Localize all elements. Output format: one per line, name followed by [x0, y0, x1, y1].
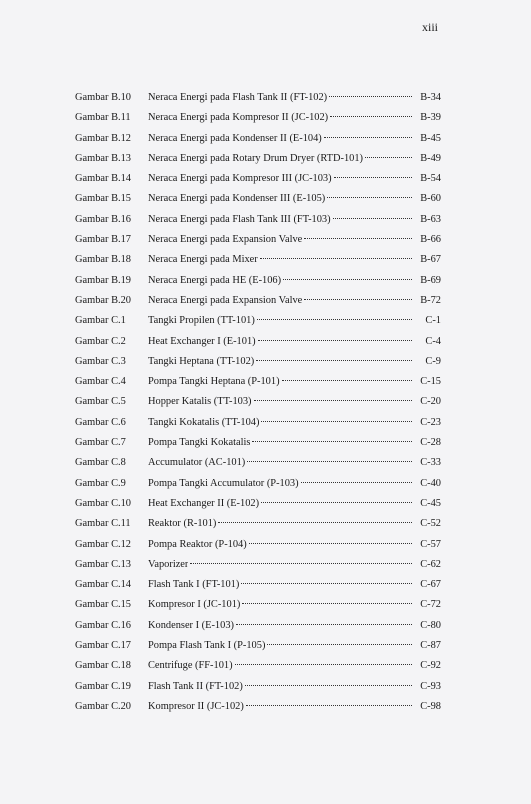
- figure-title: Tangki Propilen (TT-101): [148, 315, 255, 327]
- list-item: [75, 437, 441, 457]
- list-item: [75, 376, 441, 396]
- figure-title: Kondenser I (E-103): [148, 619, 234, 631]
- figure-title: Flash Tank I (FT-101): [148, 579, 240, 591]
- figure-title: Neraca Energi pada Kondenser III (E-105): [148, 193, 326, 205]
- figure-page-number: C-98: [420, 700, 441, 712]
- figure-page-number: B-49: [420, 152, 441, 164]
- figure-label: Gambar C.16: [75, 619, 131, 631]
- figure-page-number: C-15: [420, 376, 441, 388]
- dot-leader: [235, 664, 412, 665]
- figure-label: Gambar B.14: [75, 173, 131, 185]
- dot-leader: [261, 421, 412, 422]
- figure-label: Gambar B.10: [75, 92, 131, 103]
- list-item: [75, 660, 441, 680]
- figure-page-number: C-87: [420, 640, 441, 652]
- dot-leader: [365, 157, 412, 158]
- figure-page-number: C-52: [420, 518, 441, 530]
- figure-title: Tangki Kokatalis (TT-104): [148, 416, 260, 428]
- figure-label: Gambar C.1: [75, 315, 126, 327]
- dot-leader: [246, 705, 412, 706]
- figure-label: Gambar B.17: [75, 234, 131, 246]
- dot-leader: [267, 644, 412, 645]
- dot-leader: [247, 461, 412, 462]
- dot-leader: [254, 400, 413, 401]
- figure-page-number: B-39: [420, 112, 441, 124]
- list-item: [75, 620, 441, 640]
- figure-page-number: B-34: [420, 92, 441, 103]
- figure-title: Neraca Energi pada Kondenser II (E-104): [148, 132, 322, 144]
- figure-page-number: C-93: [420, 680, 441, 692]
- figure-page-number: C-92: [420, 660, 441, 672]
- dot-leader: [304, 299, 412, 300]
- list-item: [75, 193, 441, 213]
- figure-page-number: B-63: [420, 213, 441, 225]
- dot-leader: [249, 543, 412, 544]
- figure-label: Gambar C.18: [75, 660, 131, 672]
- figure-page-number: C-1: [425, 315, 441, 327]
- dot-leader: [304, 238, 412, 239]
- list-item: [75, 254, 441, 274]
- dot-leader: [257, 319, 412, 320]
- figure-title: Neraca Energi pada Rotary Drum Dryer (RTD-101): [148, 152, 363, 164]
- figure-title: Neraca Energi pada Expansion Valve: [148, 294, 303, 306]
- list-of-figures: [75, 92, 441, 721]
- list-item: [75, 234, 441, 254]
- list-item: [75, 396, 441, 416]
- figure-label: Gambar C.14: [75, 579, 131, 591]
- dot-leader: [324, 137, 412, 138]
- dot-leader: [190, 563, 412, 564]
- list-item: [75, 478, 441, 498]
- list-item: [75, 417, 441, 437]
- figure-label: Gambar B.16: [75, 213, 131, 225]
- figure-page-number: C-9: [425, 355, 441, 367]
- list-item: [75, 559, 441, 579]
- figure-label: Gambar C.4: [75, 376, 126, 388]
- figure-label: Gambar C.8: [75, 457, 126, 469]
- figure-page-number: B-69: [420, 274, 441, 286]
- list-item: [75, 701, 441, 721]
- figure-page-number: C-67: [420, 579, 441, 591]
- figure-page-number: C-33: [420, 457, 441, 469]
- figure-page-number: B-60: [420, 193, 441, 205]
- figure-label: Gambar C.17: [75, 640, 131, 652]
- figure-label: Gambar C.7: [75, 437, 126, 449]
- figure-title: Vaporizer: [148, 558, 189, 570]
- figure-page-number: C-80: [420, 619, 441, 631]
- figure-label: Gambar C.13: [75, 558, 131, 570]
- figure-page-number: C-28: [420, 437, 441, 449]
- dot-leader: [282, 380, 412, 381]
- figure-title: Pompa Tangki Kokatalis: [148, 437, 251, 449]
- dot-leader: [330, 116, 412, 117]
- figure-page-number: B-45: [420, 132, 441, 144]
- figure-label: Gambar C.3: [75, 355, 126, 367]
- figure-title: Neraca Energi pada Expansion Valve: [148, 234, 303, 246]
- page-number: xiii: [422, 20, 439, 34]
- figure-label: Gambar B.19: [75, 274, 131, 286]
- figure-title: Neraca Energi pada Flash Tank III (FT-103): [148, 213, 331, 225]
- figure-title: Neraca Energi pada Kompresor II (JC-102): [148, 112, 329, 124]
- figure-label: Gambar B.18: [75, 254, 131, 266]
- list-item: [75, 315, 441, 335]
- list-item: [75, 599, 441, 619]
- figure-title: Neraca Energi pada HE (E-106): [148, 274, 282, 286]
- figure-title: Kompresor II (JC-102): [148, 700, 244, 712]
- figure-title: Pompa Reaktor (P-104): [148, 538, 247, 550]
- list-item: [75, 92, 441, 112]
- figure-page-number: C-57: [420, 538, 441, 550]
- figure-label: Gambar C.10: [75, 497, 131, 509]
- list-item: [75, 498, 441, 518]
- figure-label: Gambar C.19: [75, 680, 131, 692]
- figure-title: Kompresor I (JC-101): [148, 599, 241, 611]
- figure-page-number: C-72: [420, 599, 441, 611]
- figure-title: Pompa Flash Tank I (P-105): [148, 640, 266, 652]
- list-item: [75, 518, 441, 538]
- figure-page-number: B-67: [420, 254, 441, 266]
- figure-title: Accumulator (AC-101): [148, 457, 246, 469]
- dot-leader: [256, 360, 412, 361]
- figure-title: Heat Exchanger II (E-102): [148, 497, 260, 509]
- figure-label: Gambar B.11: [75, 112, 131, 124]
- figure-label: Gambar C.2: [75, 335, 126, 347]
- figure-label: Gambar B.20: [75, 294, 131, 306]
- dot-leader: [218, 522, 412, 523]
- dot-leader: [327, 197, 412, 198]
- figure-title: Pompa Tangki Heptana (P-101): [148, 376, 280, 388]
- figure-title: Pompa Tangki Accumulator (P-103): [148, 477, 299, 489]
- dot-leader: [241, 583, 412, 584]
- figure-title: Tangki Heptana (TT-102): [148, 355, 255, 367]
- dot-leader: [252, 441, 412, 442]
- figure-page-number: C-62: [420, 558, 441, 570]
- figure-title: Neraca Energi pada Mixer: [148, 254, 258, 266]
- figure-page-number: B-72: [420, 294, 441, 306]
- list-item: [75, 579, 441, 599]
- figure-page-number: C-4: [425, 335, 441, 347]
- list-item: [75, 133, 441, 153]
- figure-label: Gambar C.15: [75, 599, 131, 611]
- dot-leader: [283, 279, 412, 280]
- dot-leader: [261, 502, 412, 503]
- figure-page-number: C-40: [420, 477, 441, 489]
- dot-leader: [258, 340, 412, 341]
- list-item: [75, 356, 441, 376]
- figure-page-number: B-66: [420, 234, 441, 246]
- list-item: [75, 457, 441, 477]
- figure-label: Gambar B.13: [75, 152, 131, 164]
- list-item: [75, 112, 441, 132]
- list-item: [75, 336, 441, 356]
- figure-label: Gambar B.12: [75, 132, 131, 144]
- figure-label: Gambar C.20: [75, 700, 131, 712]
- figure-page-number: C-20: [420, 396, 441, 408]
- list-item: [75, 681, 441, 701]
- dot-leader: [236, 624, 412, 625]
- dot-leader: [301, 482, 412, 483]
- figure-title: Neraca Energi pada Flash Tank II (FT-102): [148, 92, 328, 103]
- dot-leader: [334, 177, 412, 178]
- figure-label: Gambar B.15: [75, 193, 131, 205]
- figure-page-number: C-23: [420, 416, 441, 428]
- figure-title: Flash Tank II (FT-102): [148, 680, 243, 692]
- figure-page-number: C-45: [420, 497, 441, 509]
- dot-leader: [242, 603, 412, 604]
- figure-title: Reaktor (R-101): [148, 518, 217, 530]
- figure-label: Gambar C.5: [75, 396, 126, 408]
- dot-leader: [329, 96, 412, 97]
- figure-page-number: B-54: [420, 173, 441, 185]
- figure-title: Heat Exchanger I (E-101): [148, 335, 256, 347]
- figure-label: Gambar C.9: [75, 477, 126, 489]
- figure-title: Neraca Energi pada Kompresor III (JC-103): [148, 173, 332, 185]
- list-item: [75, 275, 441, 295]
- list-item: [75, 153, 441, 173]
- list-item: [75, 214, 441, 234]
- list-item: [75, 173, 441, 193]
- figure-label: Gambar C.12: [75, 538, 131, 550]
- list-item: [75, 295, 441, 315]
- figure-title: Centrifuge (FF-101): [148, 660, 233, 672]
- figure-label: Gambar C.6: [75, 416, 126, 428]
- dot-leader: [260, 258, 412, 259]
- dot-leader: [245, 685, 412, 686]
- figure-label: Gambar C.11: [75, 518, 131, 530]
- list-item: [75, 539, 441, 559]
- dot-leader: [333, 218, 412, 219]
- list-item: [75, 640, 441, 660]
- figure-title: Hopper Katalis (TT-103): [148, 396, 252, 408]
